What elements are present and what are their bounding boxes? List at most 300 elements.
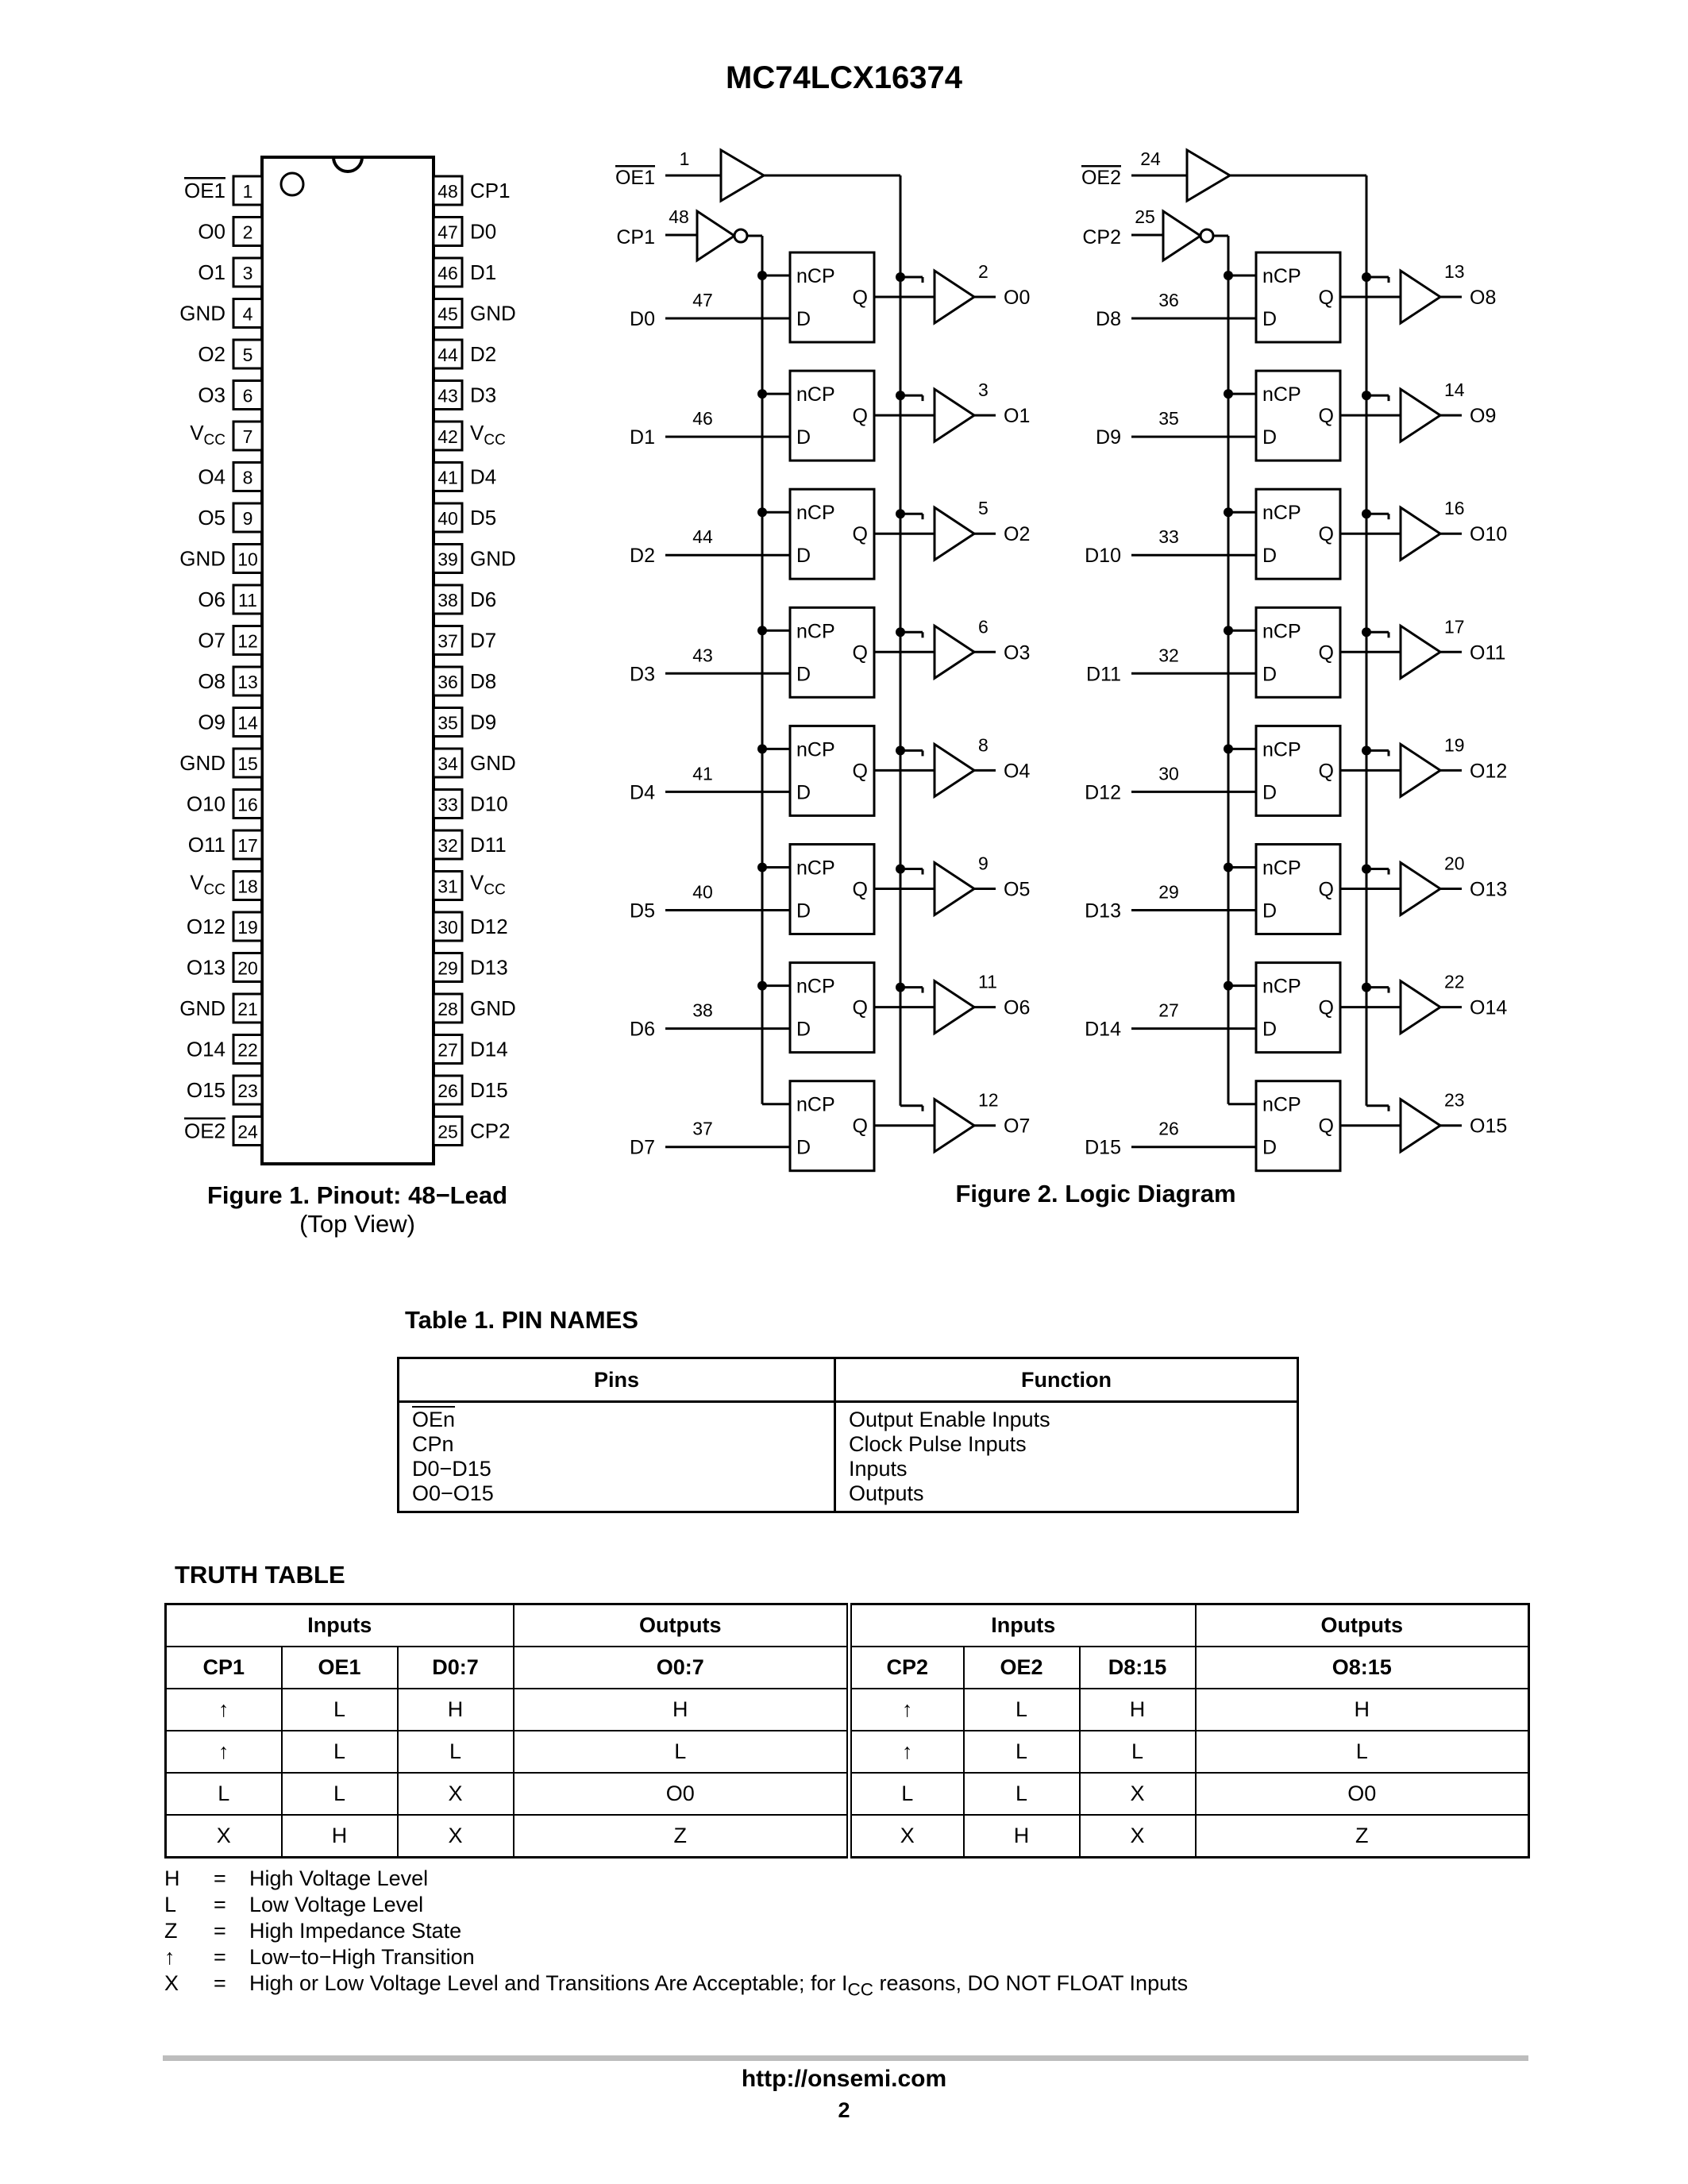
data-pin-number: 30	[1158, 763, 1179, 784]
output-label: O2	[1004, 523, 1031, 546]
data-input-label: D6	[630, 1018, 655, 1041]
truth-cell: X	[850, 1815, 964, 1858]
truth-cell: H	[1196, 1689, 1529, 1731]
pin-number-left: 5	[242, 345, 253, 365]
ff-d-label: D	[1262, 308, 1278, 330]
pin-number-left: 13	[237, 672, 258, 692]
pin-number-right: 39	[437, 549, 458, 570]
data-pin-number: 32	[1158, 645, 1179, 666]
data-input-label: D4	[630, 781, 655, 804]
output-buffer	[1401, 389, 1440, 441]
oe-buffer	[721, 150, 764, 201]
pin-number-left: 12	[237, 630, 258, 652]
cp-input-label: CP2	[1082, 226, 1121, 248]
data-pin-number: 41	[692, 763, 713, 784]
output-label: O7	[1004, 1115, 1031, 1138]
pin-number-left: 2	[242, 221, 253, 243]
truth-col-header: D0:7	[398, 1647, 514, 1689]
pin-name-right: GND	[470, 751, 516, 775]
truth-cell: X	[398, 1815, 514, 1858]
data-pin-number: 33	[1158, 526, 1179, 548]
output-buffer	[1401, 981, 1440, 1034]
legend-item	[164, 1866, 1188, 1892]
output-label: O14	[1470, 996, 1508, 1019]
output-pin-number: 6	[978, 616, 989, 637]
pin-name: CPn	[412, 1432, 454, 1456]
pin-name-left: OE2	[183, 1119, 225, 1143]
ff-q-label: Q	[852, 996, 868, 1019]
pin-name-right: D7	[470, 628, 497, 653]
pin-function: Clock Pulse Inputs	[849, 1432, 1027, 1456]
pin-name-right: $V_{CC}$	[470, 870, 506, 899]
pin-name-left: $V_{CC}$	[190, 421, 225, 449]
ff-d-label: D	[1262, 426, 1278, 449]
ff-d-label: D	[796, 545, 811, 568]
truth-cell: L	[166, 1773, 282, 1815]
pin-name-left: O4	[198, 464, 225, 489]
ff-clock-label: nCP	[796, 265, 835, 287]
legend-item	[164, 1892, 1188, 1918]
pin-name-left: O0	[198, 219, 225, 244]
ff-d-label: D	[796, 899, 811, 923]
data-input-label: D9	[1096, 426, 1121, 449]
pin-number-left: 8	[242, 467, 253, 488]
truth-col-header: CP2	[850, 1647, 964, 1689]
oe-pin-number: 1	[679, 148, 690, 169]
output-pin-number: 13	[1444, 261, 1465, 282]
pin-number-right: 26	[437, 1080, 458, 1101]
pin-name-left: O3	[198, 383, 225, 407]
output-buffer	[935, 744, 974, 796]
truth-cell: X	[166, 1815, 282, 1858]
truth-col-header: OE2	[964, 1647, 1080, 1689]
output-buffer	[1401, 271, 1440, 323]
pin-number-right: 33	[437, 794, 458, 815]
pin-number-right: 36	[437, 672, 458, 692]
pin-name: O0−O15	[412, 1481, 494, 1505]
truth-cell: L	[850, 1773, 964, 1815]
legend-text: reasons, DO NOT FLOAT Inputs	[873, 1971, 1189, 1995]
inversion-bubble	[734, 229, 747, 242]
pin-number-right: 42	[437, 426, 458, 447]
truth-cell: H	[398, 1689, 514, 1731]
pin-name-left: OE1	[183, 179, 225, 202]
truth-group-inputs-1: Inputs	[166, 1604, 514, 1647]
pin-name-right: D5	[470, 506, 497, 530]
data-input-label: D1	[630, 426, 655, 449]
pin-name-right: D6	[470, 587, 497, 611]
ff-q-label: Q	[1318, 760, 1334, 783]
pin-name-left: O7	[198, 628, 225, 653]
truth-cell: L	[964, 1773, 1080, 1815]
output-label: O5	[1004, 878, 1031, 901]
table-row	[166, 1689, 1529, 1731]
pin-number-right: 27	[437, 1039, 458, 1061]
output-buffer	[1401, 863, 1440, 915]
pin-name-right: D12	[470, 915, 508, 938]
pin-number-left: 15	[237, 753, 258, 774]
output-pin-number: 16	[1444, 498, 1465, 519]
pin-number-left: 11	[238, 590, 257, 611]
pin-name-left: O8	[198, 669, 225, 693]
data-pin-number: 44	[692, 526, 713, 548]
truth-cell: X	[1080, 1773, 1196, 1815]
inversion-bubble	[1200, 229, 1213, 242]
truth-cell: X	[1080, 1815, 1196, 1858]
data-input-label: D14	[1085, 1018, 1121, 1041]
pin-names-header-function: Function	[835, 1358, 1298, 1402]
output-pin-number: 14	[1444, 379, 1465, 401]
output-pin-number: 11	[978, 971, 997, 992]
ff-q-label: Q	[852, 405, 868, 428]
data-pin-number: 29	[1158, 881, 1179, 903]
legend-subscript: CC	[847, 1979, 873, 2000]
pin-number-right: 34	[437, 753, 458, 774]
ff-clock-label: nCP	[796, 1093, 835, 1116]
ff-clock-label: nCP	[1262, 1093, 1301, 1116]
data-input-label: D2	[630, 545, 655, 568]
pin-name-left: O9	[198, 710, 225, 734]
data-input-label: D15	[1085, 1136, 1121, 1159]
legend-item	[164, 1970, 1188, 2002]
pin-name-right: CP1	[470, 179, 511, 202]
legend-item	[164, 1944, 1188, 1970]
output-pin-number: 9	[978, 853, 989, 874]
table-row	[166, 1773, 1529, 1815]
pin-names-title: Table 1. PIN NAMES	[405, 1306, 638, 1334]
pin-number-left: 21	[237, 999, 258, 1019]
pin-name-right: GND	[470, 301, 516, 325]
data-pin-number: 26	[1158, 1118, 1179, 1139]
pin-number-right: 45	[437, 303, 458, 325]
pin-name-left: GND	[179, 751, 225, 775]
figure1-caption-subtitle: (Top View)	[299, 1210, 415, 1238]
output-label: O0	[1004, 287, 1031, 309]
pin-number-left: 20	[237, 957, 258, 979]
output-buffer	[935, 981, 974, 1034]
pin-name-right: D0	[470, 219, 497, 244]
truth-cell: X	[398, 1773, 514, 1815]
legend-text: Low−to−High Transition	[249, 1945, 475, 1969]
output-pin-number: 22	[1444, 971, 1465, 992]
pin-name-left: O10	[186, 792, 225, 816]
output-buffer	[1401, 507, 1440, 560]
truth-cell: H	[514, 1689, 850, 1731]
pin-number-right: 31	[437, 876, 458, 897]
footer-divider	[163, 2055, 1528, 2061]
pin-number-right: 41	[437, 467, 458, 488]
output-pin-number: 5	[978, 498, 989, 519]
truth-cell: L	[282, 1731, 398, 1773]
output-buffer	[1401, 744, 1440, 796]
pin-number-right: 47	[437, 221, 458, 243]
pin-function: Outputs	[849, 1481, 924, 1505]
ff-q-label: Q	[852, 878, 868, 901]
cp-input-label: CP1	[616, 226, 655, 248]
ff-clock-label: nCP	[796, 383, 835, 406]
pin-number-right: 30	[437, 917, 458, 938]
pin-number-left: 22	[237, 1039, 258, 1061]
ff-clock-label: nCP	[796, 857, 835, 880]
truth-cell: L	[964, 1689, 1080, 1731]
ff-clock-label: nCP	[1262, 265, 1301, 287]
output-label: O13	[1470, 878, 1508, 901]
ff-clock-label: nCP	[796, 975, 835, 998]
ff-q-label: Q	[852, 287, 868, 309]
pin-names-header-pins: Pins	[399, 1358, 835, 1402]
pin-name-left: GND	[179, 301, 225, 325]
output-pin-number: 2	[978, 261, 989, 282]
output-pin-number: 19	[1444, 734, 1465, 756]
truth-cell: Z	[514, 1815, 850, 1858]
legend-text: High or Low Voltage Level and Transitions Are Acceptable; for I	[249, 1971, 848, 1995]
output-label: O10	[1470, 523, 1508, 546]
truth-col-header: O8:15	[1196, 1647, 1529, 1689]
data-pin-number: 27	[1158, 1000, 1179, 1021]
data-pin-number: 47	[692, 290, 713, 310]
pin-names-function-cell	[835, 1402, 1298, 1512]
pin-name-left: GND	[179, 996, 225, 1020]
pin-number-right: 44	[437, 345, 458, 365]
ff-q-label: Q	[1318, 287, 1334, 309]
output-buffer	[935, 389, 974, 441]
pin-name-left: O2	[198, 342, 225, 366]
ff-q-label: Q	[1318, 996, 1334, 1019]
truth-cell: ↑	[850, 1731, 964, 1773]
pin-name-right: D9	[470, 710, 497, 734]
output-buffer	[1401, 1100, 1440, 1152]
pin-name: D0−D15	[412, 1457, 491, 1481]
output-pin-number: 3	[978, 379, 989, 401]
ff-d-label: D	[796, 1018, 811, 1041]
pin-number-left: 10	[237, 549, 258, 570]
truth-col-header: CP1	[166, 1647, 282, 1689]
truth-cell: L	[398, 1731, 514, 1773]
data-pin-number: 37	[692, 1118, 713, 1139]
output-label: O1	[1004, 405, 1031, 428]
pin-name-left: O12	[186, 915, 225, 938]
pin-name-right: $V_{CC}$	[470, 421, 506, 449]
truth-cell: O0	[514, 1773, 850, 1815]
output-label: O6	[1004, 996, 1031, 1019]
ff-d-label: D	[796, 1136, 811, 1159]
oe-input-label: OE1	[615, 167, 655, 189]
ff-d-label: D	[796, 426, 811, 449]
pin-name-right: D4	[470, 464, 497, 489]
page-title: MC74LCX16374	[726, 60, 962, 95]
truth-cell: L	[1196, 1731, 1529, 1773]
pin-name-left: O1	[198, 260, 225, 284]
output-pin-number: 8	[978, 734, 989, 756]
pin-number-left: 6	[242, 385, 253, 406]
ff-clock-label: nCP	[1262, 383, 1301, 406]
pin-number-left: 19	[237, 917, 258, 938]
output-buffer	[935, 626, 974, 678]
ff-d-label: D	[796, 781, 811, 804]
truth-group-outputs-2: Outputs	[1196, 1604, 1529, 1647]
legend-symbol: L	[164, 1893, 177, 1916]
pin-number-right: 38	[437, 590, 458, 611]
oe-input-label: OE2	[1081, 167, 1121, 189]
legend-equals: =	[214, 1866, 226, 1890]
pin-number-left: 4	[242, 303, 253, 325]
truth-cell: H	[964, 1815, 1080, 1858]
pin-name-right: CP2	[470, 1119, 511, 1143]
ff-q-label: Q	[1318, 405, 1334, 428]
table-row	[166, 1731, 1529, 1773]
truth-cell: L	[282, 1689, 398, 1731]
truth-cell: L	[1080, 1731, 1196, 1773]
ff-d-label: D	[1262, 1136, 1278, 1159]
truth-cell: Z	[1196, 1815, 1529, 1858]
pin-name-right: D10	[470, 792, 508, 816]
ff-clock-label: nCP	[796, 738, 835, 761]
truth-cell: L	[964, 1731, 1080, 1773]
pin-number-left: 7	[242, 426, 253, 447]
ff-d-label: D	[796, 663, 811, 686]
data-input-label: D10	[1085, 545, 1121, 568]
ff-clock-label: nCP	[1262, 975, 1301, 998]
pin-name-left: O5	[198, 506, 225, 530]
truth-cell: H	[282, 1815, 398, 1858]
pin-number-right: 48	[437, 181, 458, 202]
data-pin-number: 40	[692, 881, 713, 903]
data-input-label: D3	[630, 663, 655, 686]
truth-group-inputs-2: Inputs	[850, 1604, 1196, 1647]
legend-equals: =	[214, 1971, 226, 1995]
truth-cell: ↑	[166, 1731, 282, 1773]
ff-clock-label: nCP	[1262, 857, 1301, 880]
legend-text: High Voltage Level	[249, 1866, 429, 1890]
cp-pin-number: 48	[669, 206, 689, 227]
pin-name-left: O14	[186, 1037, 225, 1061]
truth-cell: O0	[1196, 1773, 1529, 1815]
output-label: O3	[1004, 641, 1031, 664]
pin-function: Output Enable Inputs	[849, 1408, 1050, 1431]
truth-cell: H	[1080, 1689, 1196, 1731]
ff-q-label: Q	[852, 523, 868, 546]
output-pin-number: 20	[1444, 853, 1465, 874]
legend-symbol: Z	[164, 1919, 178, 1943]
pin-name: $\overline{OEn}$	[412, 1408, 456, 1431]
cp-inverting-buffer	[1163, 211, 1200, 260]
data-input-label: D13	[1085, 899, 1121, 923]
data-input-label: D0	[630, 308, 655, 330]
output-label: O11	[1470, 641, 1506, 664]
pin-name-right: D8	[470, 669, 497, 693]
truth-group-outputs-1: Outputs	[514, 1604, 850, 1647]
data-input-label: D8	[1096, 308, 1121, 330]
pin-number-left: 24	[237, 1121, 258, 1142]
pin-number-left: 1	[242, 181, 253, 202]
pin-number-right: 32	[437, 835, 458, 856]
output-buffer	[935, 1100, 974, 1152]
pin-number-left: 18	[237, 876, 258, 897]
output-buffer	[935, 271, 974, 323]
ff-d-label: D	[1262, 663, 1278, 686]
footer-url[interactable]: http://onsemi.com	[741, 2066, 947, 2092]
pin-name-right: GND	[470, 546, 516, 571]
pin-name-left: GND	[179, 546, 225, 571]
data-input-label: D5	[630, 899, 655, 923]
ff-clock-label: nCP	[796, 620, 835, 643]
pin-name-right: D13	[470, 955, 508, 980]
ff-clock-label: nCP	[1262, 502, 1301, 525]
pin-number-left: 16	[237, 794, 258, 815]
ff-q-label: Q	[852, 760, 868, 783]
page-number: 2	[838, 2098, 850, 2122]
pin-number-right: 43	[437, 385, 458, 406]
pin-name-left: O6	[198, 587, 225, 611]
legend-equals: =	[214, 1919, 226, 1943]
pin-name-right: D11	[470, 833, 507, 857]
pin-number-right: 25	[437, 1121, 458, 1142]
output-label: O4	[1004, 760, 1031, 783]
truth-col-header: OE1	[282, 1647, 398, 1689]
legend-equals: =	[214, 1945, 226, 1969]
output-label: O12	[1470, 760, 1508, 783]
data-pin-number: 35	[1158, 408, 1179, 429]
cp-inverting-buffer	[697, 211, 734, 260]
ff-q-label: Q	[1318, 1115, 1334, 1138]
data-pin-number: 38	[692, 1000, 713, 1021]
oe-pin-number: 24	[1140, 148, 1161, 169]
pin-number-right: 35	[437, 712, 458, 734]
legend-item	[164, 1918, 1188, 1944]
pin-number-left: 14	[237, 712, 258, 734]
pin-number-right: 29	[437, 957, 458, 979]
data-pin-number: 43	[692, 645, 713, 666]
pin-name-left: O13	[186, 955, 225, 980]
truth-col-header: D8:15	[1080, 1647, 1196, 1689]
data-pin-number: 46	[692, 408, 713, 429]
figure1-caption-title: Figure 1. Pinout: 48−Lead	[206, 1181, 508, 1209]
pin-name-left: $V_{CC}$	[190, 870, 225, 899]
pin-function: Inputs	[849, 1457, 908, 1481]
pin-name-right: D1	[470, 260, 497, 284]
pin-number-right: 37	[437, 630, 458, 652]
data-input-label: D11	[1085, 663, 1121, 686]
ff-d-label: D	[1262, 1018, 1278, 1041]
ff-clock-label: nCP	[1262, 620, 1301, 643]
ff-d-label: D	[1262, 781, 1278, 804]
pin-number-right: 40	[437, 508, 458, 529]
truth-table	[164, 1603, 1530, 1859]
ff-clock-label: nCP	[796, 502, 835, 525]
pin-name-left: O11	[187, 833, 225, 857]
legend-text: Low Voltage Level	[249, 1893, 424, 1916]
pin-number-left: 9	[242, 508, 253, 529]
legend-symbol: ↑	[164, 1945, 175, 1969]
legend-equals: =	[214, 1893, 226, 1916]
output-buffer	[1401, 626, 1440, 678]
pin-number-right: 46	[437, 263, 458, 283]
output-label: O8	[1470, 287, 1497, 309]
pin-name-right: D2	[470, 342, 497, 366]
cp-pin-number: 25	[1135, 206, 1155, 227]
ff-q-label: Q	[1318, 523, 1334, 546]
truth-col-header: O0:7	[514, 1647, 850, 1689]
pin-name-right: D15	[470, 1078, 508, 1102]
truth-cell: ↑	[850, 1689, 964, 1731]
ff-q-label: Q	[1318, 878, 1334, 901]
output-pin-number: 12	[978, 1089, 999, 1111]
data-input-label: D7	[630, 1136, 655, 1159]
legend-symbol: X	[164, 1971, 179, 1995]
ff-q-label: Q	[1318, 641, 1334, 664]
pin-number-left: 23	[237, 1080, 258, 1101]
pin-names-pins-cell	[399, 1402, 835, 1512]
